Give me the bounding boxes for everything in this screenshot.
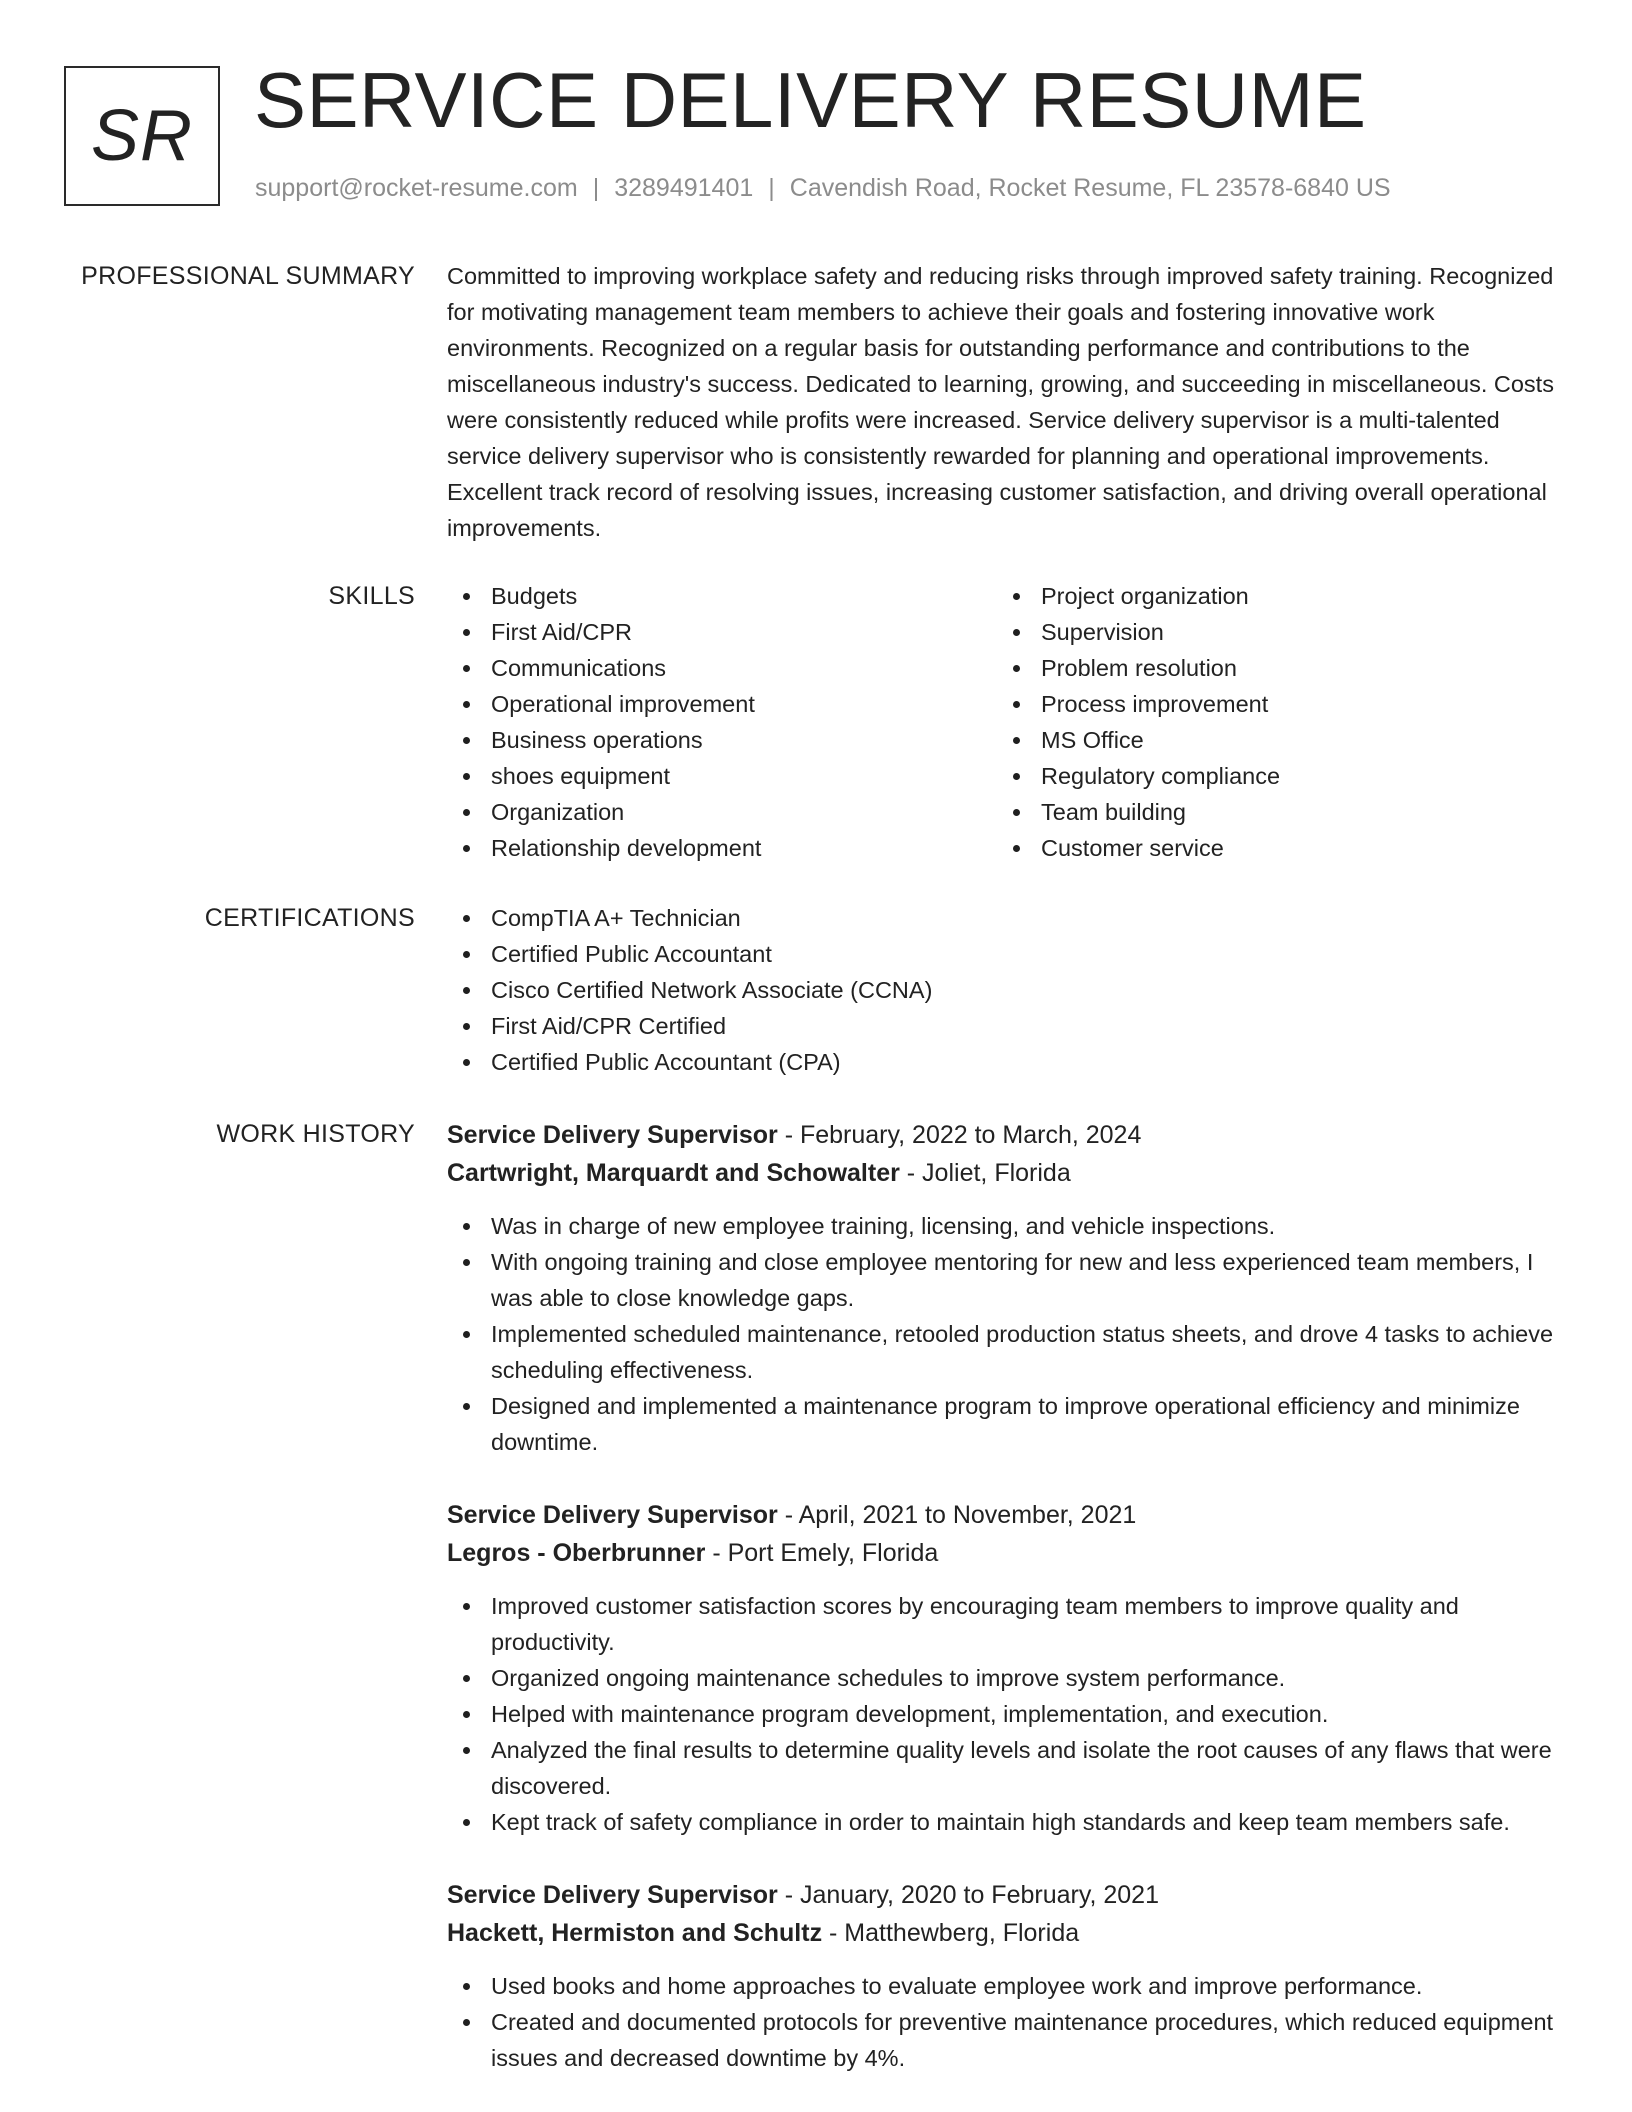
- skill-item: Communications: [447, 650, 997, 686]
- skill-item: Problem resolution: [997, 650, 1547, 686]
- job-company-line: [447, 1914, 1562, 1952]
- certification-item: Cisco Certified Network Associate (CCNA): [447, 972, 1562, 1008]
- contact-email: support@rocket-resume.com: [255, 174, 578, 202]
- job-bullet: Improved customer satisfaction scores by encouraging team members to improve quality and productivity.: [447, 1588, 1562, 1660]
- skill-item: Relationship development: [447, 830, 997, 866]
- job-company: Cartwright, Marquardt and Schowalter: [447, 1159, 900, 1187]
- contact-separator: |: [768, 174, 775, 202]
- contact-address: Cavendish Road, Rocket Resume, FL 23578-6840 US: [789, 174, 1391, 202]
- job-bullet: Created and documented protocols for preventive maintenance procedures, which reduced equipment issues and decreased downtime by 4%.: [447, 2004, 1562, 2076]
- skill-item: Supervision: [997, 614, 1547, 650]
- work-history-heading: WORK HISTORY: [216, 1120, 415, 1148]
- certifications-body: [447, 900, 1562, 1080]
- job-company-line: [447, 1534, 1562, 1572]
- job-company: Legros - Oberbrunner: [447, 1539, 706, 1567]
- job-bullet: With ongoing training and close employee mentoring for new and less experienced team members, I was able to close knowledge gaps.: [447, 1244, 1562, 1316]
- skill-item: Operational improvement: [447, 686, 997, 722]
- job-bullets: [447, 1968, 1562, 2076]
- job-location: - Matthewberg, Florida: [822, 1919, 1080, 1947]
- contact-separator: |: [592, 174, 600, 202]
- skill-item: Customer service: [997, 830, 1547, 866]
- job-role: Service Delivery Supervisor: [447, 1121, 778, 1149]
- skill-item: Regulatory compliance: [997, 758, 1547, 794]
- job-bullets: [447, 1588, 1562, 1840]
- certifications-heading: CERTIFICATIONS: [204, 904, 415, 932]
- skills-grid: [447, 578, 1562, 866]
- job-company: Hackett, Hermiston and Schultz: [447, 1919, 823, 1947]
- summary-body: [447, 258, 1562, 546]
- skill-item: Process improvement: [997, 686, 1547, 722]
- skill-item: shoes equipment: [447, 758, 997, 794]
- job-bullet: Organized ongoing maintenance schedules to improve system performance.: [447, 1660, 1562, 1696]
- certification-item: First Aid/CPR Certified: [447, 1008, 1562, 1044]
- job-role: Service Delivery Supervisor: [447, 1501, 778, 1529]
- job-bullet: Helped with maintenance program development, implementation, and execution.: [447, 1696, 1562, 1732]
- skill-item: Business operations: [447, 722, 997, 758]
- job-bullet: Kept track of safety compliance in order to maintain high standards and keep team members safe.: [447, 1804, 1562, 1840]
- certifications-list: [447, 900, 1562, 1080]
- contact-line: [255, 174, 1391, 203]
- job-entry: [447, 1876, 1562, 2076]
- certification-item: Certified Public Accountant: [447, 936, 1562, 972]
- job-entry: [447, 1116, 1562, 1460]
- job-location: - Port Emely, Florida: [705, 1539, 939, 1567]
- skill-item: Team building: [997, 794, 1547, 830]
- job-dates: - April, 2021 to November, 2021: [777, 1501, 1137, 1529]
- monogram-logo: SR: [64, 66, 220, 206]
- summary-heading: PROFESSIONAL SUMMARY: [81, 262, 415, 290]
- resume-title: SERVICE DELIVERY RESUME: [254, 56, 1367, 144]
- job-title-line: [447, 1116, 1562, 1154]
- job-dates: - February, 2022 to March, 2024: [777, 1121, 1142, 1149]
- work-history-body: [447, 1116, 1562, 2112]
- job-bullet: Implemented scheduled maintenance, retooled production status sheets, and drove 4 tasks to achieve scheduling effectiveness.: [447, 1316, 1562, 1388]
- job-dates: - January, 2020 to February, 2021: [777, 1881, 1159, 1909]
- job-role: Service Delivery Supervisor: [447, 1881, 778, 1909]
- skill-item: Project organization: [997, 578, 1547, 614]
- summary-text: Committed to improving workplace safety and reducing risks through improved safety training. Recognized for motivating management team members to achieve their goals and fostering innovative work environments. Recognized on a regular basis for outstanding performance and contributions to the miscellaneous industry's success. Dedicated to learning, growing, and succeeding in miscellaneous. Costs were consistently reduced while profits were increased. Service delivery supervisor is a multi-talented service delivery supervisor who is consistently rewarded for planning and operational improvements. Excellent track record of resolving issues, increasing customer satisfaction, and driving overall operational improvements.: [447, 263, 1554, 541]
- skill-item: First Aid/CPR: [447, 614, 997, 650]
- skills-heading: SKILLS: [328, 582, 415, 610]
- job-bullet: Was in charge of new employee training, licensing, and vehicle inspections.: [447, 1208, 1562, 1244]
- job-title-line: [447, 1876, 1562, 1914]
- certification-item: Certified Public Accountant (CPA): [447, 1044, 1562, 1080]
- job-company-line: [447, 1154, 1562, 1192]
- certification-item: CompTIA A+ Technician: [447, 900, 1562, 936]
- job-title-line: [447, 1496, 1562, 1534]
- job-bullets: [447, 1208, 1562, 1460]
- job-bullet: Designed and implemented a maintenance program to improve operational efficiency and minimize downtime.: [447, 1388, 1562, 1460]
- job-bullet: Analyzed the final results to determine quality levels and isolate the root causes of any flaws that were discovered.: [447, 1732, 1562, 1804]
- skill-item: MS Office: [997, 722, 1547, 758]
- job-location: - Joliet, Florida: [899, 1159, 1071, 1187]
- skill-item: Organization: [447, 794, 997, 830]
- job-entry: [447, 1496, 1562, 1840]
- contact-phone: 3289491401: [614, 174, 754, 202]
- skills-list-right: [997, 578, 1547, 866]
- skill-item: Budgets: [447, 578, 997, 614]
- skills-list-left: [447, 578, 997, 866]
- job-bullet: Used books and home approaches to evaluate employee work and improve performance.: [447, 1968, 1562, 2004]
